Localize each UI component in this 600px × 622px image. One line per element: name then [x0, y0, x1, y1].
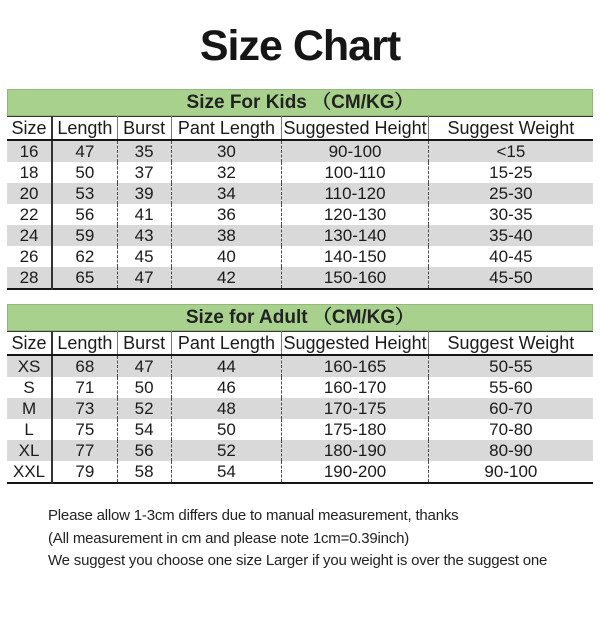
- note-line: Please allow 1-3cm differs due to manual measurement, thanks: [48, 507, 459, 524]
- table-cell: 70-80: [428, 419, 593, 440]
- table-row: [7, 204, 593, 225]
- table-cell: 40: [171, 246, 282, 267]
- column-header-row: [7, 332, 593, 356]
- column-header: Length: [52, 117, 117, 141]
- table-cell: 120-130: [282, 204, 429, 225]
- table-cell: 44: [171, 355, 282, 377]
- column-header: Suggested Height: [282, 117, 429, 141]
- table-cell: 39: [117, 183, 171, 204]
- column-header: Pant Length: [171, 117, 282, 141]
- table-cell: 35: [117, 140, 171, 162]
- table-cell: 26: [19, 246, 39, 266]
- table-cell: L: [24, 419, 34, 439]
- column-header: Burst: [117, 332, 171, 356]
- table-cell: 35-40: [428, 225, 593, 246]
- table-cell: 58: [117, 461, 171, 483]
- column-header: Size: [7, 332, 52, 356]
- table-cell: 40-45: [428, 246, 593, 267]
- table-cell: 150-160: [282, 267, 429, 289]
- table-row: [7, 267, 593, 289]
- table-cell: 140-150: [282, 246, 429, 267]
- table-cell: 30: [171, 140, 282, 162]
- table-cell: 79: [52, 461, 117, 483]
- column-header: Suggest Weight: [428, 117, 593, 141]
- table-cell: 47: [117, 355, 171, 377]
- table-cell: 41: [117, 204, 171, 225]
- table-cell: 56: [52, 204, 117, 225]
- table-cell: 65: [52, 267, 117, 289]
- kids-table-caption: Size For Kids （CM/KG）: [7, 89, 593, 116]
- table-cell: 25-30: [428, 183, 593, 204]
- table-cell: 50: [171, 419, 282, 440]
- kids-size-table: [7, 116, 593, 290]
- table-cell: 77: [52, 440, 117, 461]
- table-cell: 24: [19, 225, 39, 245]
- table-row: [7, 440, 593, 461]
- adult-table-caption: Size for Adult （CM/KG）: [7, 304, 593, 331]
- table-cell: 47: [117, 267, 171, 289]
- table-cell: 130-140: [282, 225, 429, 246]
- table-cell: 56: [117, 440, 171, 461]
- table-cell: 36: [171, 204, 282, 225]
- table-cell: 175-180: [282, 419, 429, 440]
- column-header: Suggest Weight: [428, 332, 593, 356]
- table-cell: 46: [171, 377, 282, 398]
- table-row: [7, 183, 593, 204]
- measurement-notes: [48, 505, 590, 573]
- note-line: We suggest you choose one size Larger if you weight is over the suggest one: [48, 552, 548, 569]
- adult-table-head: [7, 332, 593, 356]
- table-cell: S: [23, 377, 35, 397]
- table-cell: 20: [19, 183, 39, 203]
- table-cell: 170-175: [282, 398, 429, 419]
- table-row: [7, 398, 593, 419]
- adult-size-table: [7, 331, 593, 484]
- table-cell: 180-190: [282, 440, 429, 461]
- table-cell: 34: [171, 183, 282, 204]
- table-cell: 43: [117, 225, 171, 246]
- table-cell: XXL: [12, 461, 46, 481]
- table-row: [7, 461, 593, 483]
- kids-table-body: [7, 140, 593, 289]
- table-cell: 32: [171, 162, 282, 183]
- table-cell: 42: [171, 267, 282, 289]
- column-header: Suggested Height: [282, 332, 429, 356]
- table-cell: 45: [117, 246, 171, 267]
- table-cell: 110-120: [282, 183, 429, 204]
- table-row: [7, 246, 593, 267]
- table-cell: 73: [52, 398, 117, 419]
- kids-size-table-section: [7, 89, 593, 290]
- table-cell: 47: [52, 140, 117, 162]
- table-row: [7, 162, 593, 183]
- table-cell: 18: [19, 162, 39, 182]
- table-cell: XS: [17, 356, 41, 376]
- table-cell: M: [21, 398, 37, 418]
- kids-table-head: [7, 117, 593, 141]
- table-row: [7, 225, 593, 246]
- table-cell: 52: [117, 398, 171, 419]
- table-cell: 28: [19, 267, 39, 287]
- table-cell: 62: [52, 246, 117, 267]
- column-header: Pant Length: [171, 332, 282, 356]
- table-cell: 45-50: [428, 267, 593, 289]
- table-cell: 50: [52, 162, 117, 183]
- table-cell: 90-100: [282, 140, 429, 162]
- column-header: Size: [7, 117, 52, 141]
- table-cell: 71: [52, 377, 117, 398]
- table-cell: 38: [171, 225, 282, 246]
- table-cell: 52: [171, 440, 282, 461]
- table-cell: 55-60: [428, 377, 593, 398]
- column-header: Length: [52, 332, 117, 356]
- adult-size-table-section: [7, 304, 593, 484]
- column-header: Burst: [117, 117, 171, 141]
- table-cell: 160-170: [282, 377, 429, 398]
- table-cell: 53: [52, 183, 117, 204]
- table-cell: 54: [171, 461, 282, 483]
- table-cell: 190-200: [282, 461, 429, 483]
- table-cell: 59: [52, 225, 117, 246]
- table-cell: 48: [171, 398, 282, 419]
- table-cell: 75: [52, 419, 117, 440]
- table-row: [7, 355, 593, 377]
- table-row: [7, 419, 593, 440]
- table-cell: 37: [117, 162, 171, 183]
- table-cell: <15: [428, 140, 593, 162]
- table-cell: 50: [117, 377, 171, 398]
- adult-table-body: [7, 355, 593, 483]
- table-cell: XL: [18, 440, 40, 460]
- table-cell: 60-70: [428, 398, 593, 419]
- table-row: [7, 377, 593, 398]
- table-cell: 54: [117, 419, 171, 440]
- page-title: Size Chart: [199, 22, 401, 70]
- table-cell: 16: [19, 141, 39, 161]
- table-cell: 100-110: [282, 162, 429, 183]
- table-cell: 50-55: [428, 355, 593, 377]
- note-line: (All measurement in cm and please note 1cm=0.39inch): [48, 529, 410, 547]
- size-chart-page: [0, 22, 600, 622]
- table-cell: 90-100: [428, 461, 593, 483]
- table-cell: 160-165: [282, 355, 429, 377]
- table-cell: 68: [52, 355, 117, 377]
- column-header-row: [7, 117, 593, 141]
- table-cell: 22: [19, 204, 39, 224]
- table-cell: 30-35: [428, 204, 593, 225]
- table-cell: 80-90: [428, 440, 593, 461]
- table-row: [7, 140, 593, 162]
- table-cell: 15-25: [428, 162, 593, 183]
